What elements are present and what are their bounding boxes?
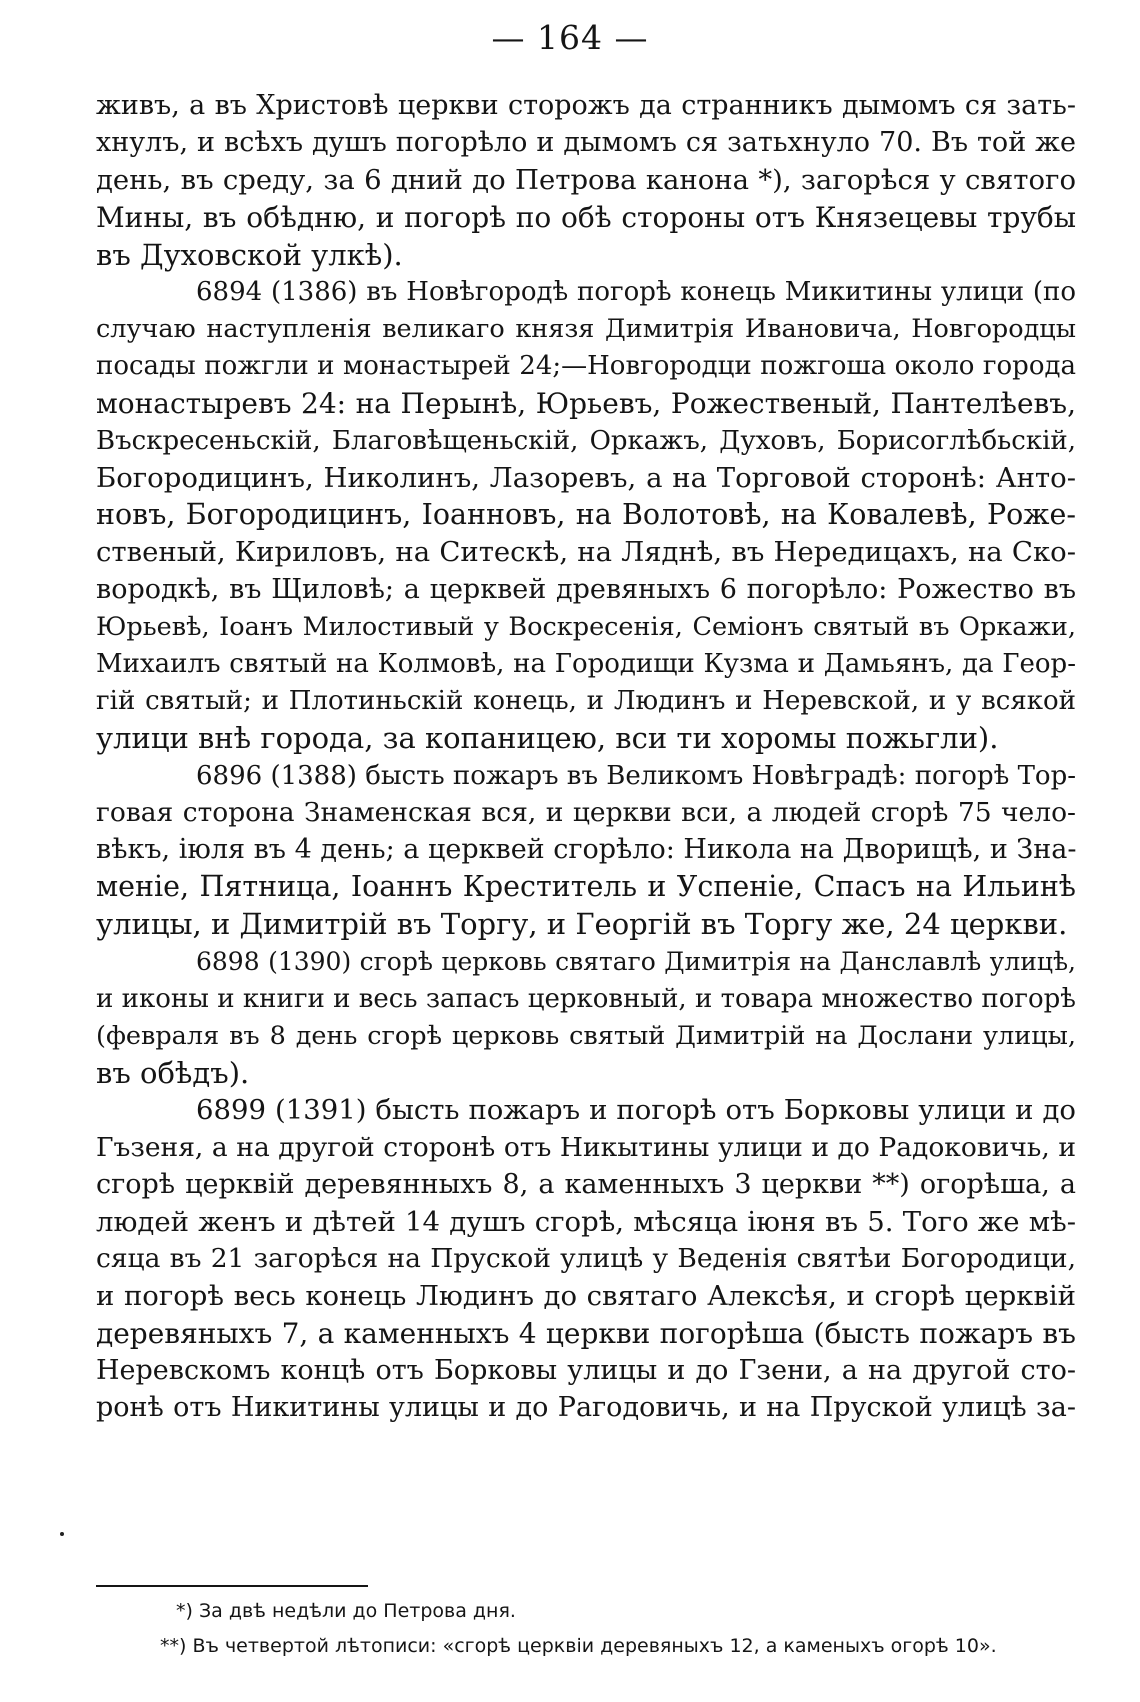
text-line: монастыревъ 24: на Перынѣ, Юрьевъ, Рожественый, Пантелѣевъ,	[96, 387, 1076, 420]
text-line: людей женъ и дѣтей 14 душъ сгорѣ, мѣсяца іюня въ 5. Того же мѣ-	[96, 1206, 1076, 1238]
text-line: ронѣ отъ Никитины улицы и до Рагодовичь, и на Пруской улицѣ за-	[96, 1392, 1076, 1423]
text-line: и погорѣ весь конець Людинъ до святаго Алексѣя, и сгорѣ церквій	[96, 1280, 1076, 1312]
text-line: Гъзеня, а на другой сторонѣ отъ Никытины улици и до Радоковичь, и	[96, 1132, 1076, 1163]
text-line: Богородицинъ, Николинъ, Лазоревъ, а на Торговой сторонѣ: Анто-	[96, 462, 1076, 494]
text-line: улицы, и Димитрій въ Торгу, и Георгій въ Торгу же, 24 церкви.	[96, 907, 1068, 941]
footnote-2: **) Въ четвертой лѣтописи: «сгорѣ церквіи деревяныхъ 12, а каменыхъ огорѣ 10».	[160, 1635, 997, 1657]
text-line: Юрьевѣ, Іоанъ Милостивый у Воскресенія, Семіонъ святый въ Оркажи,	[96, 612, 1076, 642]
footnote-1: *) За двѣ недѣли до Петрова дня.	[176, 1600, 516, 1622]
text-line: ственый, Кириловъ, на Ситескѣ, на Ляднѣ, въ Нередицахъ, на Ско-	[96, 536, 1076, 568]
text-line: (февраля въ 8 день сгорѣ церковь святый Димитрій на Дослани улицы,	[96, 1021, 1076, 1051]
text-line: Мины, въ обѣдню, и погорѣ по обѣ стороны отъ Князецевы трубы	[96, 201, 1076, 234]
text-line: день, въ среду, за 6 дний до Петрова канона *), загорѣся у святого	[96, 164, 1076, 196]
paragraph-start-line: 6894 (1386) въ Новѣгородѣ погорѣ конець Микитины улици (по	[196, 277, 1076, 307]
text-line: хнулъ, и всѣхъ душъ погорѣло и дымомъ ся затьхнуло 70. Въ той же	[96, 127, 1076, 158]
text-line: сяца въ 21 загорѣся на Пруской улицѣ у Веденія святѣи Богородици,	[96, 1243, 1076, 1274]
paragraph-start-line: 6898 (1390) сгорѣ церковь святаго Димитрія на Данславлѣ улицѣ,	[196, 947, 1076, 976]
text-line: въ Духовской улкѣ).	[96, 238, 403, 272]
text-line: Въскресеньскій, Благовѣщеньскій, Оркажъ, Духовъ, Борисоглѣбьскій,	[96, 426, 1076, 456]
text-line: меніе, Пятница, Іоаннъ Креститель и Успеніе, Спасъ на Ильинѣ	[96, 870, 1076, 903]
text-line: Неревскомъ концѣ отъ Борковы улицы и до Гзени, а на другой сто-	[96, 1355, 1076, 1386]
paragraph-start-line: 6896 (1388) бысть пожаръ въ Великомъ Новѣградѣ: погорѣ Тор-	[196, 761, 1076, 791]
text-line: новъ, Богородицинъ, Іоанновъ, на Волотовѣ, на Ковалевѣ, Роже-	[96, 498, 1076, 531]
text-line: Михаилъ святый на Колмовѣ, на Городищи Кузма и Дамьянъ, да Геор-	[96, 649, 1076, 679]
text-line: въ обѣдъ).	[96, 1056, 250, 1090]
text-line: говая сторона Знаменская вся, и церкви вси, а людей сгорѣ 75 чело-	[96, 797, 1076, 828]
text-line: сгорѣ церквій деревянныхъ 8, а каменныхъ 3 церкви **) огорѣша, а	[96, 1169, 1076, 1200]
text-line: и иконы и книги и весь запасъ церковный, и товара множество погорѣ	[96, 984, 1076, 1014]
page-number: — 164 —	[491, 18, 649, 57]
text-line: случаю наступленія великаго князя Димитрія Ивановича, Новгородцы	[96, 314, 1076, 344]
text-line: гій святый; и Плотиньскій конець, и Людинъ и Неревской, и у всякой	[96, 686, 1076, 716]
text-line: вѣкъ, іюля въ 4 день; а церквей сгорѣло: Никола на Дворищѣ, и Зна-	[96, 834, 1077, 865]
text-line: живъ, а въ Христовѣ церкви сторожъ да странникъ дымомъ ся зать-	[96, 90, 1076, 121]
print-speck	[60, 1532, 64, 1536]
text-line: вородкѣ, въ Щиловѣ; а церквей древяныхъ 6 погорѣло: Рожество въ	[96, 574, 1076, 605]
footnote-divider	[96, 1585, 368, 1587]
text-line: посады пожгли и монастырей 24;—Новгородци пожгоша около города	[96, 351, 1076, 381]
text-line: деревяныхъ 7, а каменныхъ 4 церкви погорѣша (бысть пожаръ въ	[96, 1317, 1076, 1350]
paragraph-start-line: 6899 (1391) бысть пожаръ и погорѣ отъ Борковы улици и до	[196, 1094, 1076, 1126]
text-line: улици внѣ города, за копаницею, вси ти хоромы пожьгли).	[96, 721, 999, 755]
